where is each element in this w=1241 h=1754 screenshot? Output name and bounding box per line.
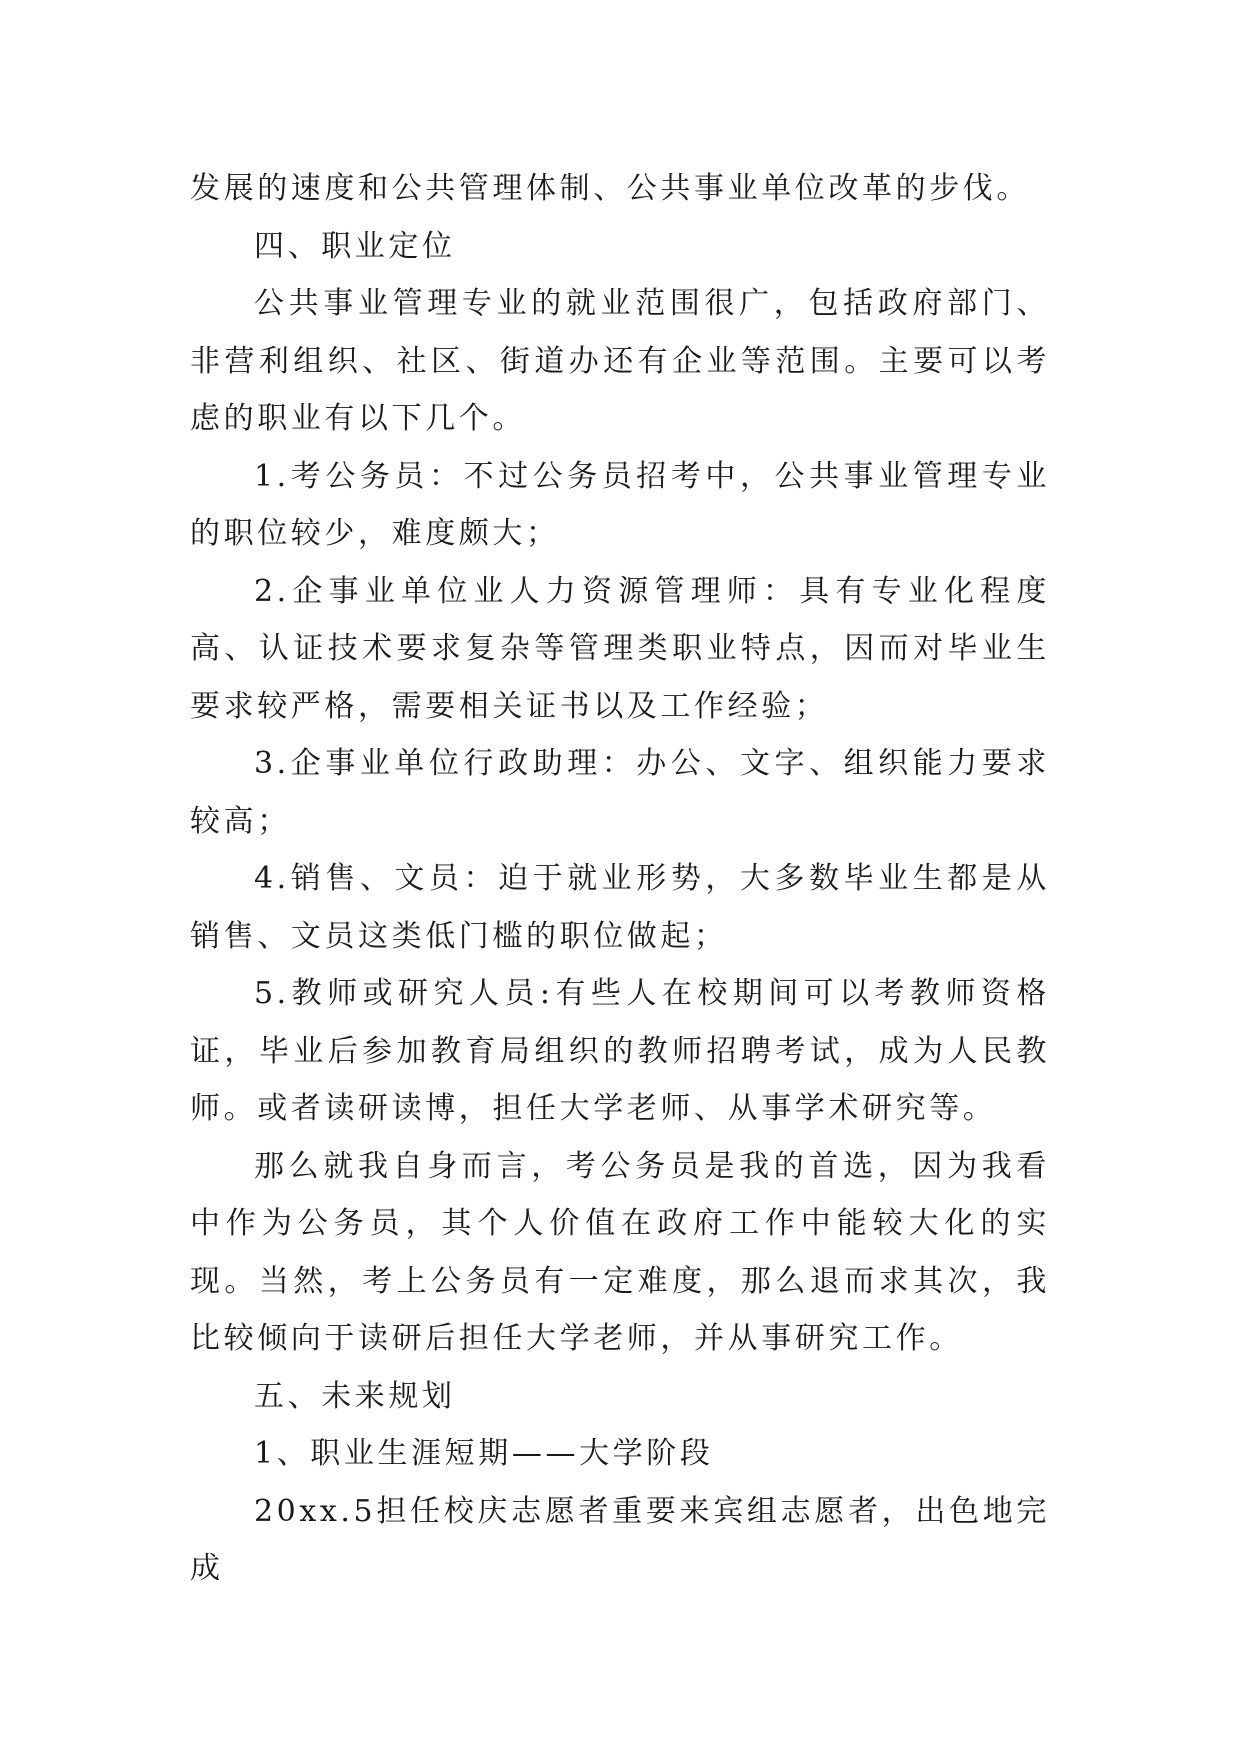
subheading-short-term: 1、职业生涯短期——大学阶段: [254, 1436, 714, 1471]
section-heading-future-plan: 五、未来规划: [254, 1378, 456, 1414]
paragraph-employment-scope: 公共事业管理专业的就业范围很广，包括政府部门、非营利组织、社区、街道办还有企业等范围。主要可以考虑的职业有以下几个。: [190, 286, 1050, 436]
document-body: [190, 160, 1050, 1598]
list-item-civil-servant: 1.考公务员：不过公务员招考中，公共事业管理专业的职位较少，难度颇大；: [190, 458, 1050, 551]
paragraph-personal-choice: 那么就我自身而言，考公务员是我的首选，因为我看中作为公务员，其个人价值在政府工作中能较大化的实现。当然，考上公务员有一定难度，那么退而求其次，我比较倾向于读研后担任大学老师，并从事研究工作。: [190, 1148, 1050, 1356]
paragraph-volunteer: 20xx.5担任校庆志愿者重要来宾组志愿者，出色地完成: [190, 1493, 1050, 1586]
section-heading-career-positioning: 四、职业定位: [254, 228, 456, 264]
list-item-teacher-researcher: 5.教师或研究人员:有些人在校期间可以考教师资格证，毕业后参加教育局组织的教师招聘考试，成为人民教师。或者读研读博，担任大学老师、从事学术研究等。: [190, 976, 1050, 1126]
list-item-hr-manager: 2.企事业单位业人力资源管理师：具有专业化程度高、认证技术要求复杂等管理类职业特点，因而对毕业生要求较严格，需要相关证书以及工作经验；: [190, 573, 1050, 724]
paragraph-continuation: 发展的速度和公共管理体制、公共事业单位改革的步伐。: [190, 171, 1030, 206]
list-item-admin-assistant: 3.企事业单位行政助理：办公、文字、组织能力要求较高；: [190, 746, 1050, 839]
list-item-sales-clerk: 4.销售、文员：迫于就业形势，大多数毕业生都是从销售、文员这类低门槛的职位做起；: [190, 861, 1050, 954]
